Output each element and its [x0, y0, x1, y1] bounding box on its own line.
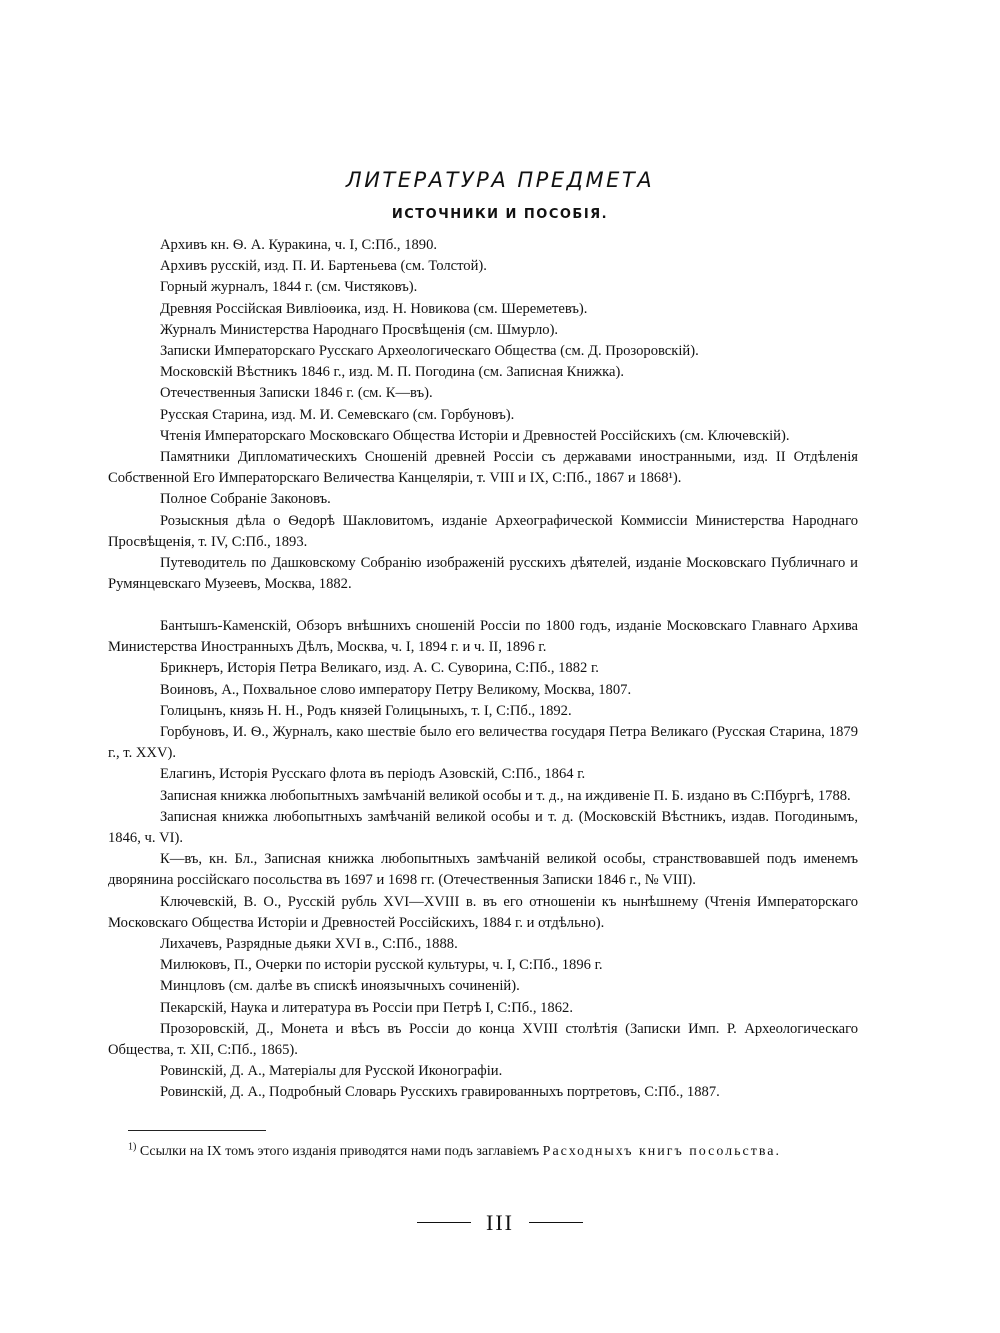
list-item: К—въ, кн. Бл., Записная книжка любопытныхъ замѣчаній великой особы, странствовавшей подъ именемъ дворянина россійскаго посольства въ 1697 и 1698 гг. (Отечественныя Записки 1846 г., № VIII). [108, 851, 858, 889]
footnote-emphasis: Расходныхъ книгъ посольства. [542, 1144, 781, 1159]
list-item: Полное Собраніе Законовъ. [160, 491, 331, 508]
footnote-mark: 1) [128, 1141, 137, 1153]
footnote [128, 1142, 858, 1162]
list-item: Горбуновъ, И. Ѳ., Журналъ, како шествіе было его величества государя Петра Великаго (Русская Старина, 1879 г., т. XXV). [108, 724, 858, 762]
list-item: Отечественныя Записки 1846 г. (см. К—въ). [160, 385, 433, 402]
list-item: Бантышъ-Каменскій, Обзоръ внѣшнихъ сношеній Россіи по 1800 годъ, изданіе Московскаго Главнаго Архива Министерства Иностранныхъ Дѣлъ, Москва, ч. I, 1894 г. и ч. II, 1896 г. [108, 618, 858, 656]
list-item: Записная книжка любопытныхъ замѣчаній великой особы и т. д., на иждивеніе П. Б. издано въ С:Пбургѣ, 1788. [160, 787, 851, 804]
page-number-dash-right [529, 1222, 583, 1223]
list-item: Лихачевъ, Разрядные дьяки XVI в., С:Пб., 1888. [160, 936, 458, 953]
list-item: Ровинскій, Д. А., Матеріалы для Русской Иконографіи. [160, 1063, 503, 1080]
list-item: Голицынъ, князь Н. Н., Родъ князей Голицыныхъ, т. I, С:Пб., 1892. [160, 702, 572, 719]
list-item: Ровинскій, Д. А., Подробный Словарь Русскихъ гравированныхъ портретовъ, С:Пб., 1887. [160, 1084, 720, 1101]
list-item: Прозоровскій, Д., Монета и вѣсъ въ Россіи до конца XVIII столѣтія (Записки Имп. Р. Археологическаго Общества, т. XII, С:Пб., 1865). [108, 1020, 858, 1059]
list-item: Записная книжка любопытныхъ замѣчаній великой особы и т. д. (Московскій Вѣстникъ, издав. Погодинымъ, 1846, ч. VI). [108, 808, 858, 847]
list-item: Древняя Россійская Вивліоѳика, изд. Н. Новикова (см. Шереметевъ). [160, 300, 588, 317]
list-item: Журналъ Министерства Народнаго Просвѣщенія (см. Шмурло). [160, 321, 559, 338]
list-item: Чтенія Императорскаго Московскаго Общества Исторіи и Древностей Россійскихъ (см. Ключевскій). [160, 427, 790, 444]
list-item: Брикнеръ, Исторія Петра Великаго, изд. А. С. Суворина, С:Пб., 1882 г. [160, 660, 599, 677]
page-title: ЛИТЕРАТУРА ПРЕДМЕТА [345, 168, 655, 192]
list-item: Розыскныя дѣла о Ѳедорѣ Шакловитомъ, изданіе Археографической Коммиссіи Министерства Народнаго Просвѣщенія, т. IV, С:Пб., 1893. [108, 512, 858, 550]
list-item: Путеводитель по Дашковскому Собранію изображеній русскихъ дѣятелей, изданіе Московскаго Публичнаго и Румянцевскаго Музеевъ, Москва, 1882. [108, 555, 858, 593]
footnote-divider [128, 1130, 266, 1131]
list-item: Елагинъ, Исторія Русскаго флота въ періодъ Азовскій, С:Пб., 1864 г. [160, 766, 586, 783]
aids-list [108, 616, 858, 1104]
list-item: Ключевскій, В. О., Русскій рубль XVI—XVIII в. въ его отношеніи къ нынѣшнему (Чтенія Императорскаго Московскаго Общества Исторіи и Древностей Россійскихъ, 1884 г. и отдѣльно). [108, 893, 858, 931]
list-item: Архивъ русскій, изд. П. И. Бартеньева (см. Толстой). [160, 258, 487, 275]
page-number-block [0, 1208, 1000, 1236]
list-item: Записки Императорскаго Русскаго Археологическаго Общества (см. Д. Прозоровскій). [160, 343, 699, 360]
list-item: Воиновъ, А., Похвальное слово императору Петру Великому, Москва, 1807. [160, 681, 632, 698]
page-number-dash-left [417, 1222, 471, 1223]
list-item: Пекарскій, Наука и литература въ Россіи при Петрѣ I, С:Пб., 1862. [160, 999, 573, 1016]
page-number: III [486, 1209, 514, 1235]
sources-list [108, 235, 858, 595]
list-item: Московскій Вѣстникъ 1846 г., изд. М. П. Погодина (см. Записная Книжка). [160, 364, 624, 381]
list-item: Русская Старина, изд. М. И. Семевскаго (см. Горбуновъ). [160, 406, 515, 423]
list-item: Горный журналъ, 1844 г. (см. Чистяковъ). [160, 279, 418, 296]
list-item: Милюковъ, П., Очерки по исторіи русской культуры, ч. I, С:Пб., 1896 г. [160, 957, 603, 974]
footnote-text: Ссылки на IX томъ этого изданія приводятся нами подъ заглавіемъ [139, 1144, 540, 1159]
list-item: Архивъ кн. Ѳ. А. Куракина, ч. I, С:Пб., 1890. [160, 237, 438, 253]
page-subtitle: ИСТОЧНИКИ И ПОСОБІЯ. [391, 207, 609, 222]
list-item: Памятники Дипломатическихъ Сношеній древней Россіи съ державами иностранными, изд. II Отдѣленія Собственной Его Императорскаго Величества Канцеляріи, т. VIII и IX, С:Пб., 1867 и 1868¹). [108, 449, 858, 487]
list-item: Минцловъ (см. далѣе въ спискѣ иноязычныхъ сочиненій). [160, 978, 520, 995]
